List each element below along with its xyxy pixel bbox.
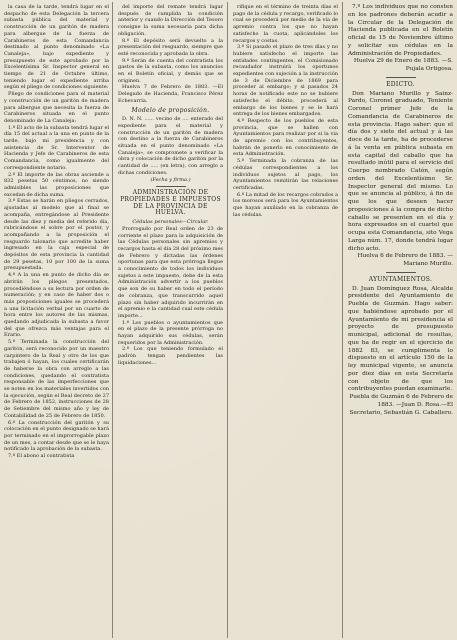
separator [386,77,416,78]
section-heading: EDICTO. [386,80,415,88]
paragraph: 5.º Terminada la construcción del garitón, será reconocido por un maestro carpintero de la Real y otro de los que trabajen ó hayan, los cuales certificarán de haberse la obra con arreglo a las condiciones, quedando el contratista responsable de las imperfecciones que se noten en los materiales invertidos con la ejecución, según el Real decreto de 27 de Febrero de 1852, instrucciones de 28 de Setiembre del mismo año y ley de Contabilidad de 25 de Febrero de 1850. [4,339,109,419]
column-4 [348,4,453,417]
paragraph: 6.º La construcción del garitón y su colocación en el punto designado se hará por terminado en el improrrogable plazo de un mes, a contar desde que se le haya notificado la aprobación de la subasta. [4,419,109,453]
section-heading: AYUNTAMIENTOS. [368,275,433,283]
column-3 [233,4,338,219]
paragraph: 7.º El abono al contratista [8,453,75,460]
paragraph: 8.º El depósito será devuelto a la presentación del resguardo, siempre que esté reconocida y aprobada la obra. [118,37,223,57]
paragraph: 6.º La mitad de los recargos cobrados a los morosos será para los Ayuntamientos que hayan auxiliado en la cobranza de las cédulas. [233,191,338,218]
paragraph: rifique en el término de treinta días el pago de la cédula y recargo, verificado lo cual se procederá por medio de la vía de apremio contra los que no hayan satisfecho la cuota, aplicándoles los recargos y costas. [233,4,338,44]
signature: Huelva 29 de Enero de 1883. —S. Pujala Ortigosa. [353,58,453,72]
paragraph: 7.º Los individuos que no consten en los padrones deberán acudir a la Circular de la Delegación de Hacienda publicada en el Boletín oficial de 15 de Noviembre último y solicitar sus cédulas en la Administración de Propiedades. [348,4,453,57]
paragraph: 3.º Si pasado el plazo de tres días y no hubiere satisfecho el importe las entidades contingentes, el Comisionado recaudador instruirá los oportunos expedientes con sujeción a la instrucción de 3 de Diciembre de 1869 para proceder al embargo; y si pasados 24 horas de notificado este no se hubiere satisfecho el débito, procederá al embargo de los bienes y se le hará entrega de los bienes embargados. [233,44,338,118]
paragraph: Pliego de condiciones para el material y construcción de un garitón de madera para albergue que necesita la fuerza de Carabineros situada en el punto denominado de La Canaleja: [4,91,109,124]
section-heading: Modelo de proposición. [131,106,210,114]
separator [156,186,186,187]
signature: Huelva 6 de Febrero de 1883. —Mariano Murillo. [357,253,453,267]
column-rule [112,2,113,638]
column-2 [118,4,223,367]
paragraph: 4.º A la una en punto de dicho día se abrirán los pliegos presentados, procediéndose a su lectura por orden de numeración; y en caso de haber dos o más proposiciones iguales se procederá a una licitación verbal por un cuarto de hora entre los autores de las mismas, quedando adjudicada la subasta a favor del que ofrezca más ventajas para el Erario. [4,272,109,339]
section-subheading: Cédulas personales—Circular. [132,219,209,226]
paragraph: D. N. N. ...... vecino de .... enterado del expediente para el material y construcción de un garitón de madera con destino a la fuerza de Carabineros situada en el punto denominado «La Canaleja», se compromete a verificar la obra y colocación de dicho garitón por la cantidad de ..... (en letra), con arreglo a dichas condiciones. [118,116,223,176]
paragraph: 3.º Estas se harán en pliegos cerrados, ajustadas al modelo que al final se acompaña, entregándose al Presidente desde las diez y media del referido día, rubricándose el sobre por el postor, y acompañando a la proposición el resguardo talonario que acredite haber ingresado en la caja especial de depósitos de esta provincia la cantidad de 29 pesetas, 10 por 100 de la suma presupuestada. [4,198,109,272]
paragraph: 5.º Terminada la cobranza de las cédulas correspondientes a los individuos sujetos al pago, los Ayuntamientos remitirán las relaciones certificadas. [233,158,338,191]
paragraph: 2.º El importe de las obras asciende a 832 pesetas 50 céntimos, no siendo admisibles las proposiciones que excedan de dicha suma. [4,171,109,198]
paragraph: 4.º Respecto de los pueblos de esta provincia, que se hallen con Ayuntamientos para realizar por si la via de apremio con los contribuyentes, habrán de ponerlo en conocimiento de esta Administración. [233,117,338,158]
separator [386,272,416,273]
paragraph: del importe del remate tendrá lugar después de cumplida la condición anterior y cuando la Dirección del Tesoro consigne la suma necesaria para dicha obligación. [118,4,223,37]
paragraph: Prorrogado por Real orden de 23 de corriente el plazo para la adquisición de las Cédulas personales sin apremios y recargos hasta el día 28 del próximo mes de Febrero y dictadas las órdenes oportunas para que esta prórroga llegue a conocimiento de todos los individuos sujetos a este impuesto, debe de la esta Administración advertir a los pueblos que son de su haber en todo el período de cobranza, que transcurrido aquel plazo sin haber adquirido incurrirán en el apremio e la cantidad cual este cédula importe... [118,225,223,319]
paragraph: la casa de la tarde, tendrá lugar en el despacho de esta Delegación la tercera subasta pública del material y construcción de un garitón de madera para albergue de la fuerza de Carabineros de esta Comandancia destinado al punto denominado «La Canaleja», bajo expediente y presupuesto de este aprobado por la Excelentísima Sr. Inspector general en tiempo de 21 de Octubre último, teniendo lugar el expediente arriba según el pliego de condiciones siguiente: [4,4,109,91]
column-rule [227,2,228,638]
paragraph: 9.º Serán de cuenta del contratista los gastos de la subasta, como los anuncios en el Boletín oficial, y demás que se originen. [118,57,223,84]
paragraph: (Fecha y firma.) [150,176,191,183]
paragraph: D. Juan Domínguez Rosa, Alcalde presidente del Ayuntamiento de Puebla de Guzmán. Hago saber: que habiéndose aprobado por el Ayuntamiento de mi presidencia el proyecto de presupuesto municipal, adicional de resultas, que ha de regir en el ejercicio de 1882 83, se cumplimenta lo dispuesto en el artículo 150 de la ley municipal vigente, se anuncia por diez días en esta Secretaría con objeto de que los contribuyentes puedan examinarle. [348,285,453,393]
column-rule [342,2,343,638]
paragraph: 1.º El acto de la subasta tendrá lugar el día 15 del actual a la una en punto de la tarde, bajo mi presidencia y con asistencia de Sr. Interventor de Hacienda y Jefe de Carabineros de esta Comandancia, como igualmente del correspondiente notario. [4,124,109,171]
column-1 [4,4,109,460]
paragraph: Don Mariano Murillo y Sainz-Pardo, Coronel graduado, Teniente Coronel primer Jefe de la Comandancia de Carabineros de esta provincia. Hago saber: que el día dos y siete del actual y á las doce de la tarde, ha de procederse á la venta en pública subasta en esta capital del caballo que ha resultado inútil para el servicio del Cuerpo nombrado Catón, según orden del Excelentísimo Sr. Inspector general del mismo. Lo que se anuncia al público, á fin de que los que deseen hacer proposiciones á la compra de dicho caballo se presenten en el día y hora expresados en el cuartel que ocupa esta Comandancia, sito Vega Larga núm. 17, donde tendrá lugar dicho acto. [348,90,453,252]
signature: Huelva 7 de Febrero de 1883. —El Delegado de Hacienda, Francisco Pérez Echevarría. [118,84,223,104]
paragraph: 2.º Los que teniendo formulado el padrón tengan pendientes las liquidaciones... [118,346,223,366]
signature: Puebla de Guzmán 6 de Febrero de 1883. —Juan D. Rosa.—El Secretario, Sebastián G. Caballero. [349,394,453,416]
section-heading: ADMINISTRACIÓN DE PROPIEDADES E IMPUESTOS DE LA PROVINCIA DE HUELVA. [120,189,221,217]
paragraph: 1.º Los pueblos o ayuntamientos que en el plazo de la presente prórroga no hayan adquirido sus cédulas, serán requeridos por la Administración. [118,319,223,346]
